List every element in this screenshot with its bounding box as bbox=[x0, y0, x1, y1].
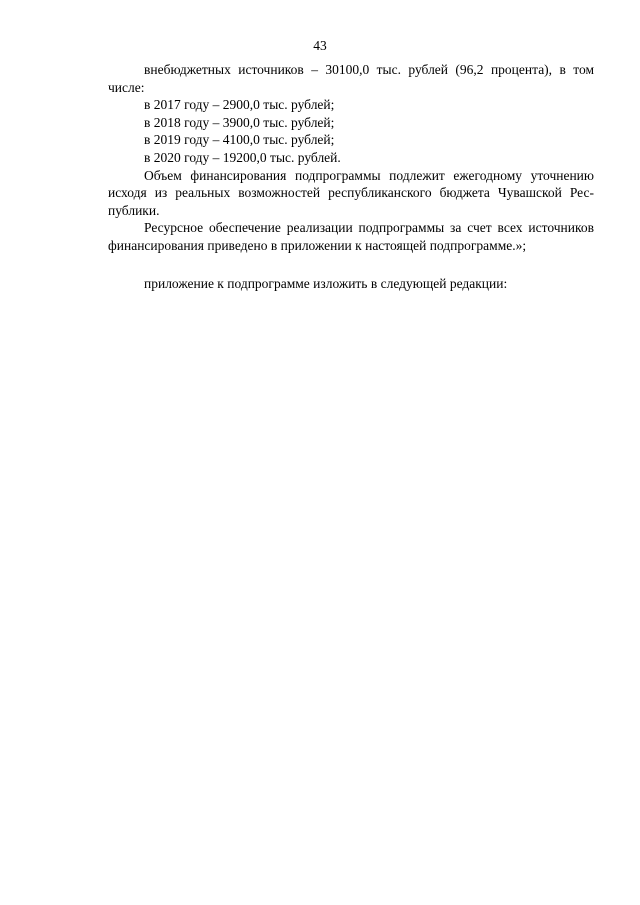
year-2019-funding: в 2019 году – 4100,0 тыс. рублей; bbox=[144, 132, 335, 148]
appendix-instruction-paragraph: приложение к подпрограмме изложить в следующей редакции: bbox=[144, 275, 508, 291]
funding-sources-line: внебюджетных источников – 30100,0 тыс. рублей (96,2 процента), в том bbox=[144, 62, 594, 77]
year-2017-funding: в 2017 году – 2900,0 тыс. рублей; bbox=[144, 97, 335, 113]
annual-adjustment-paragraph: Объем финансирования подпрограммы подлежит ежегодному уточнению исходя из реальных возможностей республиканского бюджета Чувашской Республики. bbox=[108, 167, 594, 218]
year-2020-funding: в 2020 году – 19200,0 тыс. рублей. bbox=[144, 149, 341, 165]
resource-provision-paragraph: Ресурсное обеспечение реализации подпрограммы за счет всех источников финансирования приведено в приложении к настоящей подпрограмме.»; bbox=[108, 220, 594, 253]
funding-sources-continuation: числе: bbox=[108, 79, 145, 95]
paragraph-gap bbox=[108, 255, 594, 275]
document-body bbox=[108, 61, 594, 292]
page-number: 43 bbox=[313, 38, 327, 53]
year-2018-funding: в 2018 году – 3900,0 тыс. рублей; bbox=[144, 114, 335, 130]
